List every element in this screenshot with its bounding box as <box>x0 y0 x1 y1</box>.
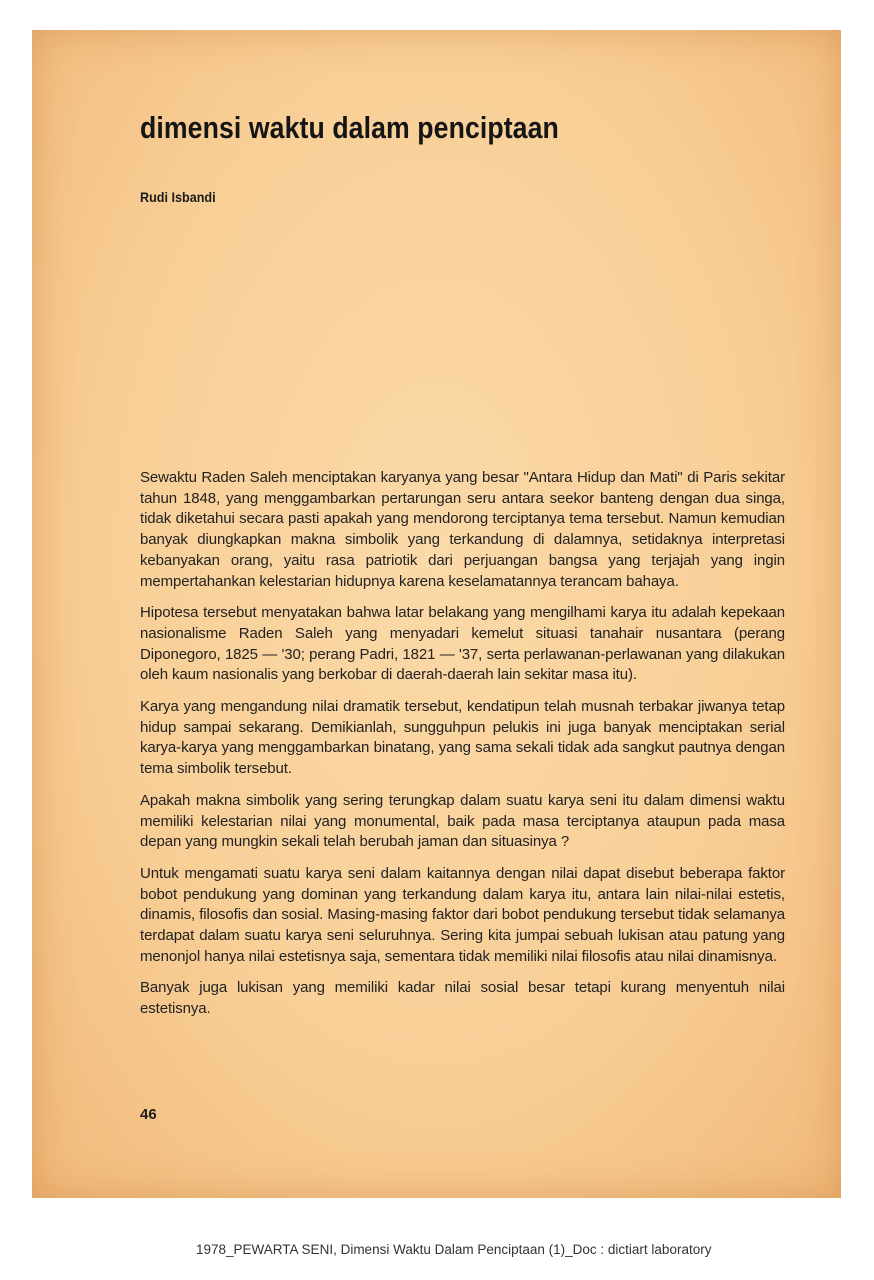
paragraph-6: Banyak juga lukisan yang memiliki kadar nilai sosial besar tetapi kurang menyentuh nilai estetisnya. <box>140 979 785 1018</box>
paragraph-2: Hipotesa tersebut menyatakan bahwa latar belakang yang mengilhami karya itu adalah kepekaan nasionalisme Raden Saleh yang menyadari kemelut situasi tanahair nusantara (perang Diponegoro, 1825 — '30; perang Padri, 1821 — '37, serta perlawanan-perlawanan yang dilakukan oleh kaum nasionalis yang berkobar di daerah-daerah lain sekitar masa itu). <box>140 604 785 684</box>
page-number: 46 <box>140 1106 157 1123</box>
paragraph-3: Karya yang mengandung nilai dramatik tersebut, kendatipun telah musnah terbakar jiwanya tetap hidup sampai sekarang. Demikianlah, sungguhpun pelukis ini juga banyak menciptakan serial karya-karya yang menggambarkan binatang, yang sama sekali tidak ada sangkut pautnya dengan tema simbolik tersebut. <box>140 698 785 778</box>
scanned-page <box>32 30 841 1198</box>
paragraph-4: Apakah makna simbolik yang sering terungkap dalam suatu karya seni itu dalam dimensi waktu memiliki kelestarian nilai yang monumental, baik pada masa terciptanya ataupun pada masa depan yang mungkin sekali telah berubah jaman dan situasinya ? <box>140 791 785 851</box>
paragraph-5: Untuk mengamati suatu karya seni dalam kaitannya dengan nilai dapat disebut beberapa faktor bobot pendukung yang dominan yang terkandung dalam karya itu, antara lain nilai-nilai estetis, dinamis, filosofis dan sosial. Masing-masing faktor dari bobot pendukung tersebut tidak selamanya terdapat dalam suatu karya seni seluruhnya. Sering kita jumpai sebuah lukisan atau patung yang menonjol hanya nilai estetisnya saja, sementara tidak memiliki nilai filosofis atau nilai dinamisnya. <box>140 864 785 965</box>
article-title: dimensi waktu dalam penciptaan <box>140 110 559 145</box>
article-body <box>140 468 785 1031</box>
source-caption: 1978_PEWARTA SENI, Dimensi Waktu Dalam Penciptaan (1)_Doc : dictiart laboratory <box>196 1242 712 1257</box>
paragraph-1: Sewaktu Raden Saleh menciptakan karyanya yang besar "Antara Hidup dan Mati" di Paris sekitar tahun 1848, yang menggambarkan pertarungan seru antara seekor banteng dengan dua singa, tidak diketahui secara pasti apakah yang mendorong terciptanya tema tersebut. Namun kemudian banyak diungkapkan makna simbolik yang terkandung di dalamnya, setidaknya interpretasi kebanyakan orang, yaitu rasa patriotik dari perjuangan bangsa yang terjajah yang ingin mempertahankan kelestarian hidupnya karena keselamatannya terancam bahaya. <box>140 469 785 590</box>
article-author: Rudi Isbandi <box>140 189 216 205</box>
